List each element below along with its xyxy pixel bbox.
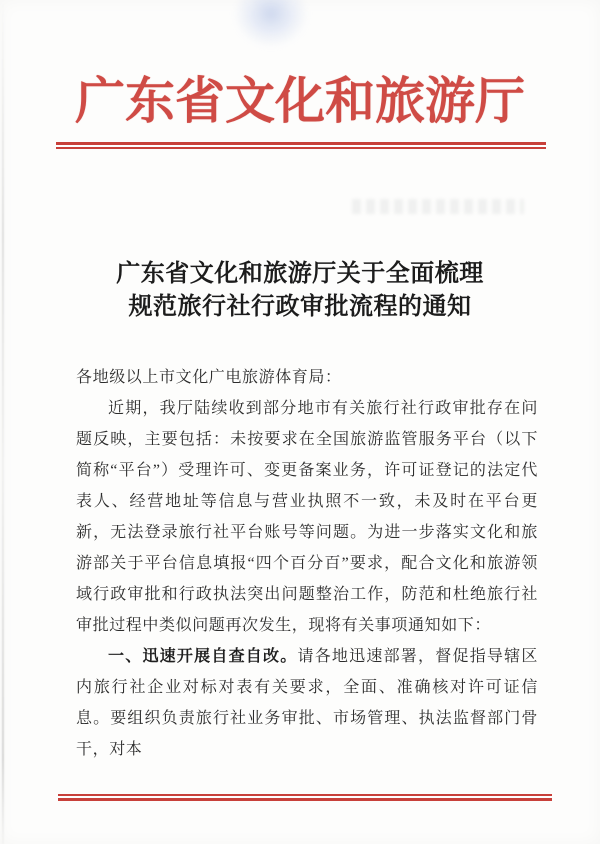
letterhead-divider-line <box>56 142 546 149</box>
paragraph-2 <box>76 641 538 765</box>
scan-smudge-artifact <box>226 0 316 54</box>
letterhead-title: 广东省文化和旅游厅 <box>75 73 525 129</box>
paragraph-2-text: 请各地迅速部署，督促指导辖区内旅行社企业对标对表有关要求，全面、准确核对许可证信息。要组织负责旅行社业务审批、市场管理、执法监督部门骨干，对本 <box>76 648 538 758</box>
paragraph-2-lead: 一、迅速开展自查自改。 <box>108 648 298 665</box>
ghost-text-artifact <box>352 199 524 214</box>
document-title <box>0 258 600 324</box>
document-title-line2: 规范旅行社行政审批流程的通知 <box>128 294 472 320</box>
footer-line <box>58 794 552 801</box>
document-title-line1: 广东省文化和旅游厅关于全面梳理 <box>116 261 484 287</box>
document-body <box>76 362 538 765</box>
salutation: 各地级以上市文化广电旅游体育局： <box>76 369 342 386</box>
paragraph-1: 近期，我厅陆续收到部分地市有关旅行社行政审批存在问题反映，主要包括：未按要求在全国旅游监管服务平台（以下简称“平台”）受理许可、变更备案业务，许可证登记的法定代表人、经营地址等信息与营业执照不一致，未及时在平台更新，无法登录旅行社平台账号等问题。为进一步落实文化和旅游部关于平台信息填报“四个百分百”要求，配合文化和旅游领域行政审批和行政执法突出问题整治工作，防范和杜绝旅行社审批过程中类似问题再次发生，现将有关事项通知如下： <box>76 400 538 634</box>
